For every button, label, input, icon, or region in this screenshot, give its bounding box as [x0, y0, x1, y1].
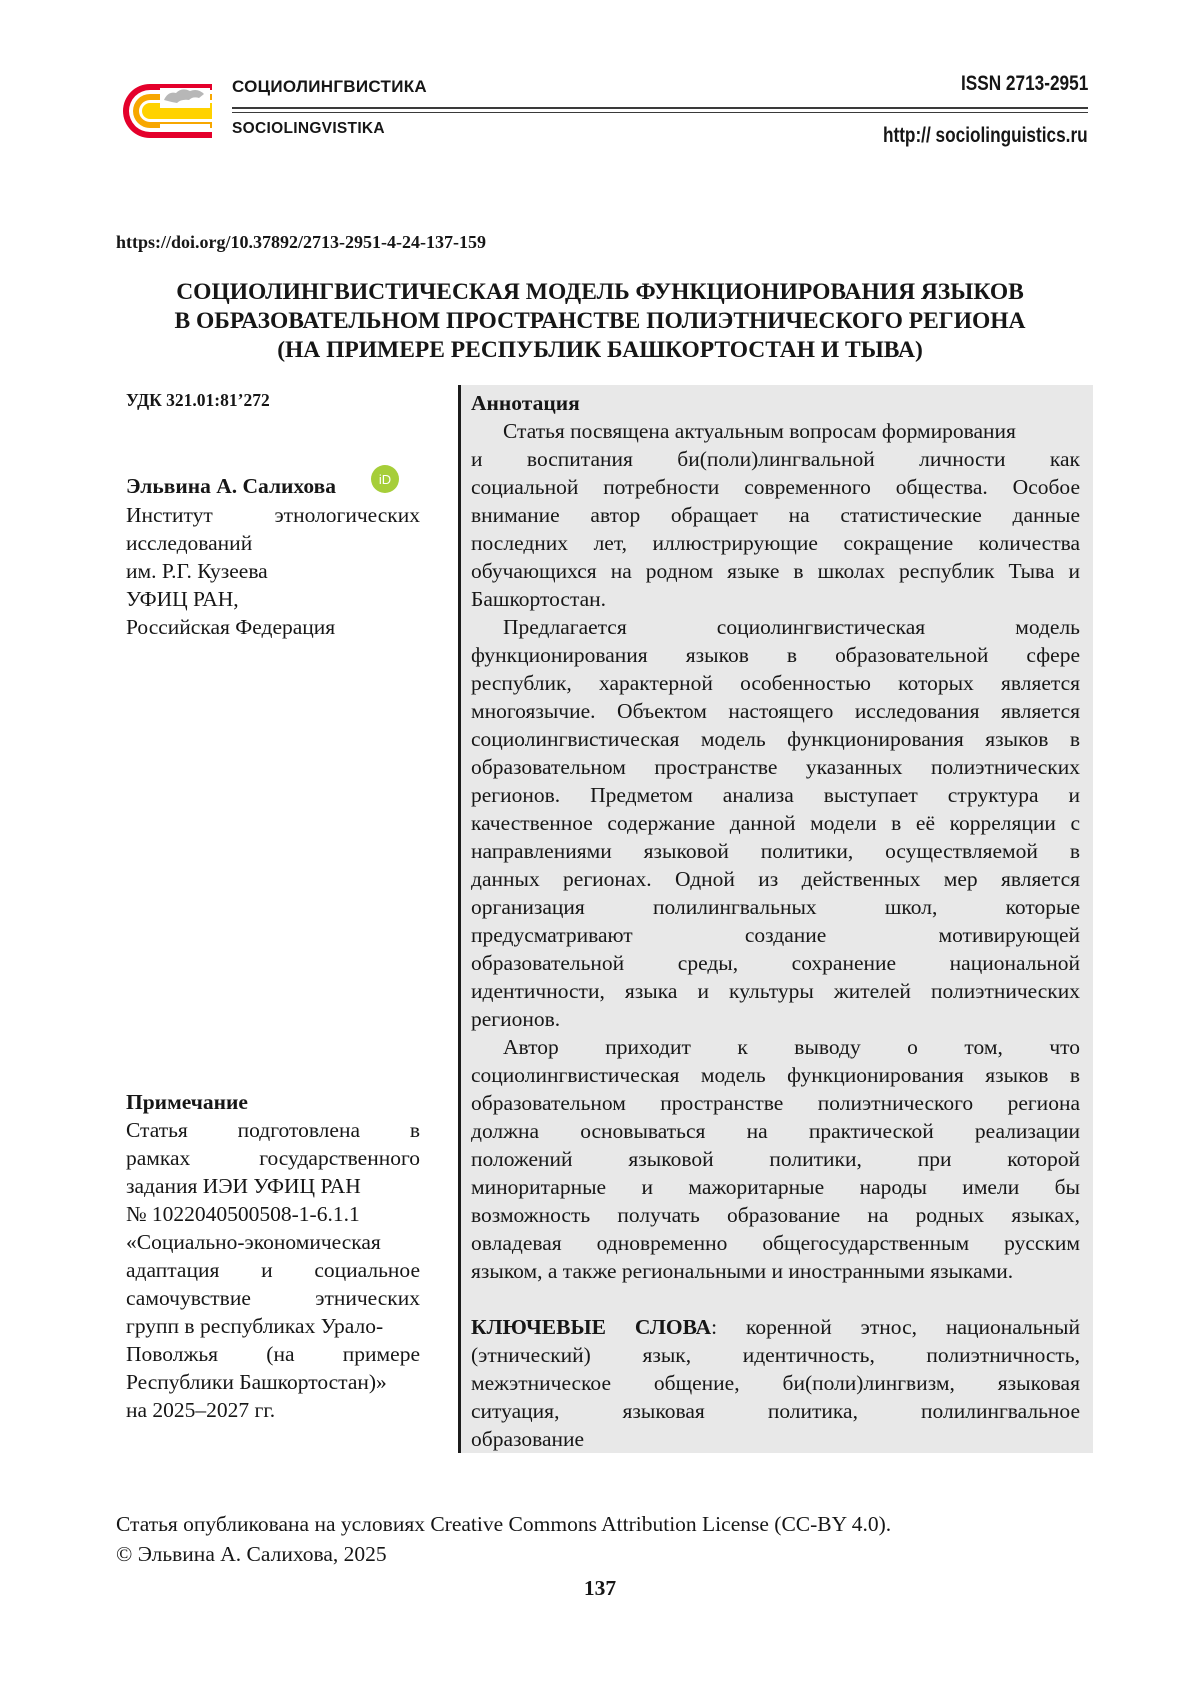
abstract-line: регионов. — [471, 1007, 561, 1031]
affiliation-line: им. Р.Г. Кузеева — [126, 559, 268, 583]
page-number: 137 — [583, 1576, 617, 1600]
abstract-line: республик, характерной особенностью которых является — [471, 671, 1080, 695]
journal-url[interactable]: http:// sociolinguistics.ru — [883, 124, 1088, 147]
udk-code: УДК 321.01:81’272 — [126, 390, 270, 410]
abstract-line: многоязычие. Объектом настоящего исследования является — [471, 699, 1080, 723]
note-line: Поволжья (на примере — [126, 1342, 420, 1366]
note-line: адаптация и социальное — [126, 1258, 420, 1282]
note-line: № 1022040500508-1-6.1.1 — [126, 1202, 360, 1226]
abstract-line: овладевая одновременно общегосударственным русским — [471, 1231, 1080, 1255]
abstract-line: положений языковой политики, при которой — [471, 1147, 1080, 1171]
abstract-line: миноритарные и мажоритарные народы имели бы — [471, 1175, 1080, 1199]
abstract-line: возможность получать образование на родных языках, — [471, 1203, 1080, 1227]
note-line: рамках государственного — [126, 1146, 420, 1170]
note-text — [126, 1116, 420, 1424]
orcid-icon[interactable] — [371, 465, 399, 493]
abstract-line: идентичности, языка и культуры жителей полиэтнических — [471, 979, 1080, 1003]
article-title — [100, 278, 1100, 365]
license-statement: Статья опубликована на условиях Creative Commons Attribution License (CC-BY 4.0). — [116, 1512, 892, 1536]
keywords-text: : коренной этнос, национальный — [711, 1315, 1080, 1339]
abstract-text — [471, 417, 1080, 1453]
affiliation-line: Институт этнологических — [126, 503, 420, 527]
abstract-line: языком, а также региональными и иностранными языками. — [471, 1259, 1014, 1283]
header-rule-thin — [232, 112, 1088, 113]
abstract-line: образовательном пространстве полиэтнического региона — [471, 1091, 1080, 1115]
abstract-line: Башкортостан. — [471, 587, 607, 611]
abstract-line: регионов. Предметом анализа выступает структура и — [471, 783, 1080, 807]
journal-logo — [112, 76, 212, 146]
abstract-line: качественное содержание данной модели в её корреляции с — [471, 811, 1080, 835]
author-affiliation — [126, 501, 420, 641]
keywords-line — [471, 1313, 1080, 1341]
abstract-line: и воспитания би(поли)лингвальной личности как — [471, 447, 1080, 471]
abstract-line: данных регионах. Одной из действенных мер является — [471, 867, 1080, 891]
note-line: «Социально-экономическая — [126, 1230, 381, 1254]
abstract-line: функционирования языков в образовательной сфере — [471, 643, 1080, 667]
note-line: групп в республиках Урало- — [126, 1314, 384, 1338]
abstract-line: Предлагается социолингвистическая модель — [503, 615, 1080, 639]
abstract-line: Статья посвящена актуальным вопросам формирования — [503, 419, 1016, 443]
note-line: Статья подготовлена в — [126, 1118, 420, 1142]
abstract-line: должна основываться на практической реализации — [471, 1119, 1080, 1143]
journal-name-en: SOCIOLINGVISTIKA — [232, 120, 385, 137]
abstract-line: образовательном пространстве указанных полиэтнических — [471, 755, 1080, 779]
affiliation-line: Российская Федерация — [126, 615, 336, 639]
title-line: (НА ПРИМЕРЕ РЕСПУБЛИК БАШКОРТОСТАН И ТЫВА) — [277, 337, 923, 363]
title-line: СОЦИОЛИНГВИСТИЧЕСКАЯ МОДЕЛЬ ФУНКЦИОНИРОВАНИЯ ЯЗЫКОВ — [176, 279, 1024, 305]
note-line: самочувствие этнических — [126, 1286, 420, 1310]
abstract-line: внимание автор обращает на статистические данные — [471, 503, 1080, 527]
keywords-line: межэтническое общение, би(поли)лингвизм, языковая — [471, 1371, 1080, 1395]
abstract-line: социолингвистическая модель функционирования языков в — [471, 727, 1080, 751]
keywords-line: (этнический) язык, идентичность, полиэтничность, — [471, 1343, 1080, 1367]
abstract-line: направлениями языковой политики, осуществляемой в — [471, 839, 1080, 863]
issn: ISSN 2713-2951 — [960, 72, 1088, 95]
abstract-line: обучающихся на родном языке в школах республик Тыва и — [471, 559, 1080, 583]
title-line: В ОБРАЗОВАТЕЛЬНОМ ПРОСТРАНСТВЕ ПОЛИЭТНИЧЕСКОГО РЕГИОНА — [174, 308, 1026, 334]
note-line: на 2025–2027 гг. — [126, 1398, 276, 1422]
journal-name-ru: СОЦИОЛИНГВИСТИКА — [232, 77, 427, 96]
doi-link[interactable]: https://doi.org/10.37892/2713-2951-4-24-137-159 — [116, 232, 486, 252]
abstract-heading: Аннотация — [471, 391, 580, 415]
abstract-line: социальной потребности современного общества. Особое — [471, 475, 1080, 499]
abstract-line: последних лет, иллюстрирующие сокращение количества — [471, 531, 1080, 555]
keywords-line: образование — [471, 1427, 585, 1451]
header-rule — [232, 107, 1088, 109]
note-line: задания ИЭИ УФИЦ РАН — [126, 1174, 361, 1198]
abstract-spacer — [471, 1285, 1080, 1313]
affiliation-line: исследований — [126, 531, 253, 555]
abstract-line: социолингвистическая модель функционирования языков в — [471, 1063, 1080, 1087]
note-line: Республики Башкортостан)» — [126, 1370, 387, 1394]
abstract-line: образовательной среды, сохранение национальной — [471, 951, 1080, 975]
note-heading: Примечание — [126, 1090, 248, 1114]
keywords-label: КЛЮЧЕВЫЕ СЛОВА — [471, 1315, 712, 1339]
author-name: Эльвина А. Салихова — [126, 474, 336, 498]
affiliation-line: УФИЦ РАН, — [126, 587, 239, 611]
abstract-line: организация полилингвальных школ, которые — [471, 895, 1080, 919]
orcid-label: iD — [378, 472, 392, 487]
abstract-line: предусматривают создание мотивирующей — [471, 923, 1080, 947]
keywords-line: ситуация, языковая политика, полилингвальное — [471, 1399, 1080, 1423]
abstract-line: Автор приходит к выводу о том, что — [503, 1035, 1080, 1059]
copyright: © Эльвина А. Салихова, 2025 — [116, 1542, 387, 1566]
